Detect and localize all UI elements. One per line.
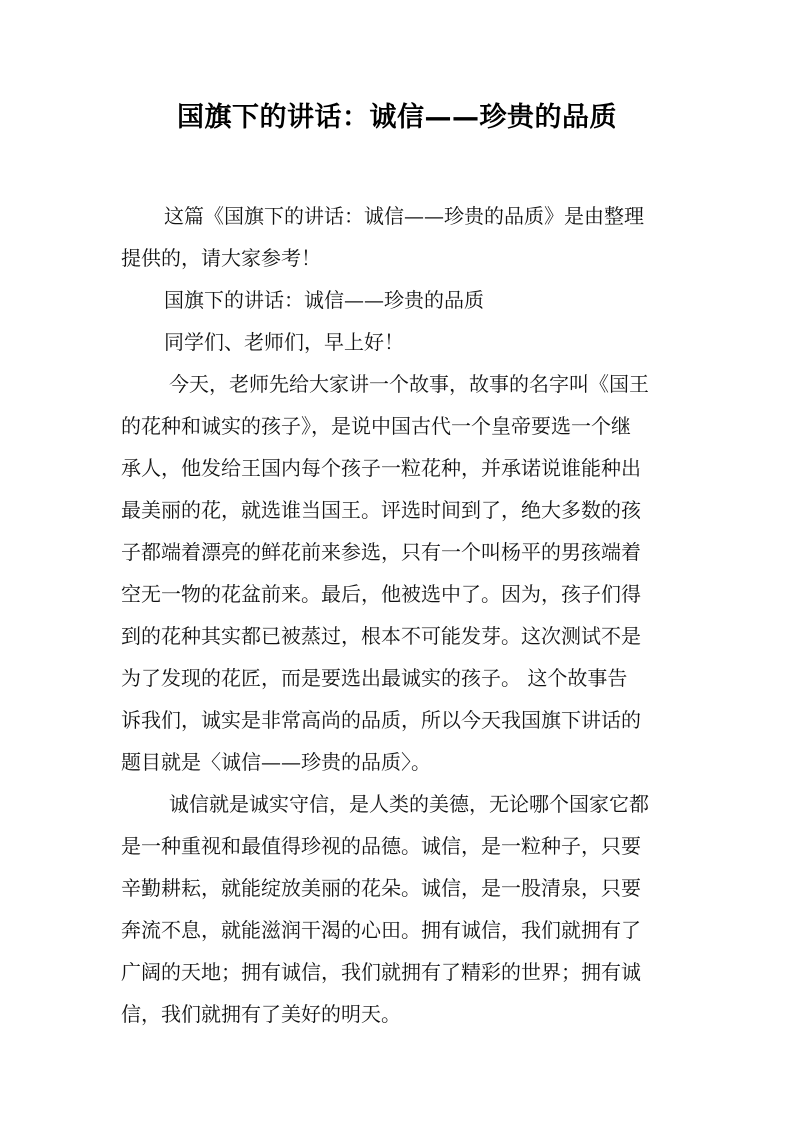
paragraph-line: 承人，他发给王国内每个孩子一粒花种，并承诺说谁能种出	[121, 456, 641, 480]
paragraph-line: 同学们、老师们，早上好！	[164, 330, 404, 354]
document-title: 国旗下的讲话：诚信——珍贵的品质	[177, 102, 617, 133]
paragraph-line: 奔流不息，就能滋润干渴的心田。拥有诚信，我们就拥有了	[121, 918, 641, 942]
paragraph-line: 今天，老师先给大家讲一个故事，故事的名字叫《国王	[169, 372, 649, 396]
paragraph-line: 题目就是〈诚信——珍贵的品质〉。	[121, 750, 431, 774]
paragraph-line: 是一种重视和最值得珍视的品德。诚信，是一粒种子，只要	[121, 834, 641, 858]
paragraph-line: 国旗下的讲话：诚信——珍贵的品质	[164, 288, 484, 312]
paragraph-line: 为了发现的花匠，而是要选出最诚实的孩子。 这个故事告	[121, 666, 628, 690]
paragraph-heading	[121, 279, 673, 321]
document-body	[121, 195, 673, 1035]
paragraph-line: 诉我们，诚实是非常高尚的品质，所以今天我国旗下讲话的	[121, 708, 641, 732]
paragraph-line: 广阔的天地；拥有诚信，我们就拥有了精彩的世界；拥有诚	[121, 960, 641, 984]
paragraph-line: 这篇《国旗下的讲话：诚信——珍贵的品质》是由整理	[164, 204, 644, 228]
paragraph-story	[121, 363, 673, 783]
paragraph-line: 辛勤耕耘，就能绽放美丽的花朵。诚信，是一股清泉，只要	[121, 876, 641, 900]
paragraph-line: 信，我们就拥有了美好的明天。	[121, 1002, 401, 1026]
paragraph-line: 子都端着漂亮的鲜花前来参选，只有一个叫杨平的男孩端着	[121, 540, 641, 564]
paragraph-line: 诚信就是诚实守信，是人类的美德，无论哪个国家它都	[169, 792, 649, 816]
paragraph-line: 最美丽的花，就选谁当国王。评选时间到了，绝大多数的孩	[121, 498, 641, 522]
paragraph-honesty	[121, 783, 673, 1035]
paragraph-line: 提供的，请大家参考！	[121, 246, 321, 270]
paragraph-intro	[121, 195, 673, 279]
paragraph-line: 到的花种其实都已被蒸过，根本不可能发芽。这次测试不是	[121, 624, 641, 648]
paragraph-line: 空无一物的花盆前来。最后，他被选中了。因为，孩子们得	[121, 582, 641, 606]
paragraph-greeting	[121, 321, 673, 363]
paragraph-line: 的花种和诚实的孩子》，是说中国古代一个皇帝要选一个继	[121, 414, 631, 438]
